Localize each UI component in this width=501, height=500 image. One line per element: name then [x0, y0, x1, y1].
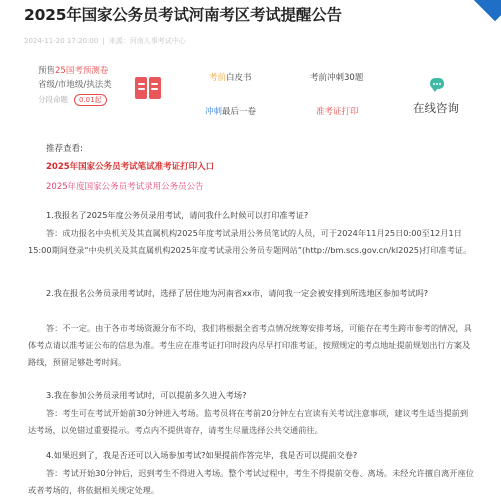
question-4: 4.如果迟到了，我是否还可以入场参加考试?如果提前作答完毕，我是否可以提前交卷? — [46, 450, 358, 460]
presale-note: 分段命题 — [38, 95, 68, 104]
link-zuihou-yijuan[interactable]: 冲刺最后一卷 — [205, 107, 257, 117]
answer-2: 答：不一定。由于各市考场资源分布不均，我们将根据全省考点情况统筹安排考场，可能存在考生跨市参考的情况，具体考点请以准考证公布的信息为准。考生应在准考证打印时段内尽早打印准考证，按照规定的考点地址提前规划出行方案及路线，预留足够赴考时间。 — [28, 323, 472, 368]
chat-icon[interactable] — [430, 78, 444, 89]
publish-date: 2024-11-20 17:20:00 — [24, 37, 99, 45]
promo-banner — [38, 64, 490, 124]
question-1: 1.我报名了2025年度公务员录用考试，请问我什么时候可以打印准考证? — [46, 210, 309, 220]
question-3: 3.我在参加公务员录用考试时，可以提前多久进入考场? — [46, 390, 247, 400]
corner-ribbon-icon — [474, 0, 501, 21]
question-2: 2.我在报名公务员录用考试时，选择了居住地为河南省xx市，请问我一定会被安排到所选地区参加考试吗? — [46, 288, 429, 298]
recommend-link-admission-ticket[interactable]: 2025年国家公务员考试笔试准考证打印入口 — [46, 162, 215, 172]
article-meta: 2024-11-20 17:20:00 | 来源：河南人事考试中心 — [24, 37, 186, 45]
promo-presale[interactable] — [38, 64, 112, 107]
online-consult-link[interactable]: 在线咨询 — [413, 101, 459, 115]
presale-prefix: 预售 — [38, 66, 56, 76]
recommend-label: 推荐查看: — [46, 144, 83, 154]
answer-4: 答：考试开始30分钟后，迟到考生不得进入考场。整个考试过程中，考生不得提前交卷、离场。未经允许擅自离开座位或者考场的，将依据相关规定处理。 — [28, 468, 474, 496]
presale-highlight: 25国考预测卷 — [55, 66, 109, 76]
answer-3: 答：考生可在考试开始前30分钟进入考场。监考员将在考前20分钟左右宣读有关考试注意事项，建议考生适当提前到达考场，以免错过重要提示。考点内不提供寄存，请考生尽量选择公共交通前往。 — [28, 408, 469, 436]
recommend-link-announcement[interactable]: 2025年度国家公务员考试录用公务员公告 — [46, 182, 204, 192]
price-badge: 0.01起 — [74, 94, 107, 106]
article-title: 2025年国家公务员考试河南考区考试提醒公告 — [24, 6, 342, 24]
link-chongci-30[interactable]: 考前冲刺30题 — [310, 73, 364, 83]
book-icon — [135, 77, 161, 99]
link-baipishu[interactable]: 考前白皮书 — [209, 73, 252, 83]
article-source: 来源：河南人事考试中心 — [108, 37, 186, 45]
answer-1: 答：成功报名中央机关及其直属机构2025年度考试录用公务员笔试的人员，可于2024年11月25日0:00至12月1日15:00期间登录“中央机关及其直属机构2025年度考试录用公务员专题网站”(http://bm.scs.gov.cn/kl2025)打印准考证。 — [28, 228, 472, 256]
link-zhunkaozheng-print[interactable]: 准考证打印 — [316, 107, 359, 117]
presale-levels: 省级/市地级/执法类 — [38, 80, 112, 90]
